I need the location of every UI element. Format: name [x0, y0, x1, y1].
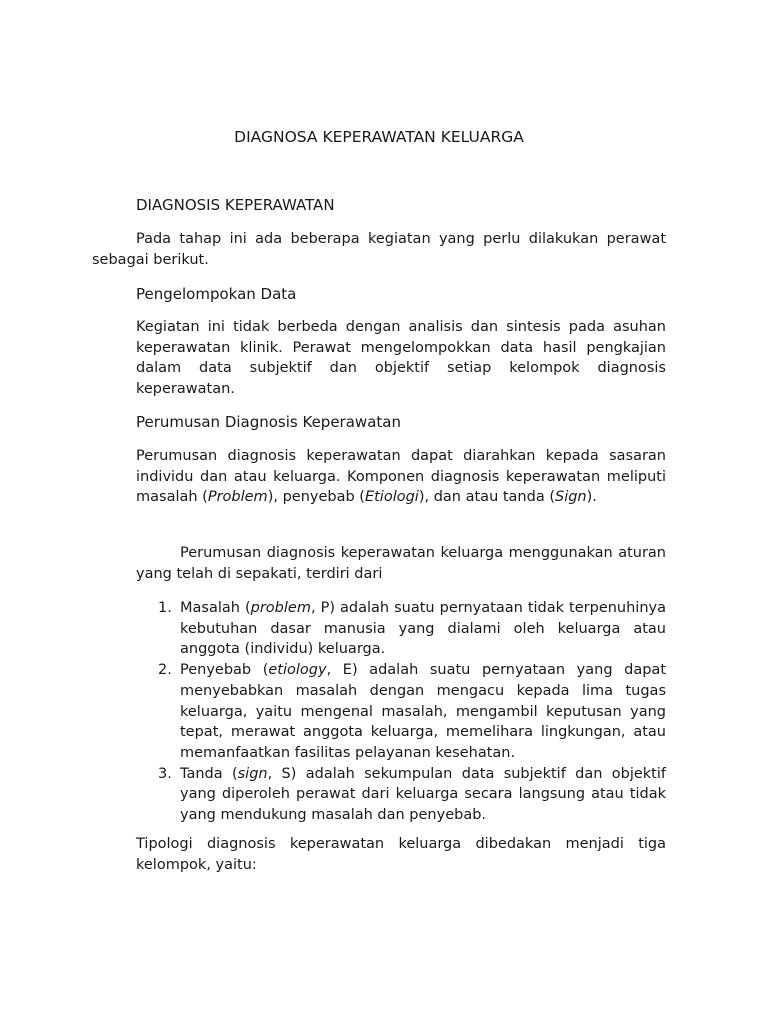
list-item: 2. Penyebab (etiology, E) adalah suatu pernyataan yang dapat menyebabkan masalah dengan mengacu kepada lima tugas keluarga, yaitu mengenal masalah, mengambil keputusan yang tepat, merawat anggota keluarga, memelihara lingkungan, atau memanfaatkan fasilitas pelayanan kesehatan. — [158, 662, 666, 761]
subheading-perumusan: Perumusan Diagnosis Keperawatan — [136, 413, 401, 431]
list-item: 1. Masalah (problem, P) adalah suatu pernyataan tidak terpenuhinya kebutuhan dasar manusia yang dialami oleh keluarga atau anggota (individu) keluarga. — [158, 600, 666, 658]
document-title: DIAGNOSA KEPERAWATAN KELUARGA — [234, 128, 524, 146]
list-item: 3. Tanda (sign, S) adalah sekumpulan data subjektif dan objektif yang diperoleh perawat dari keluarga secara langsung atau tidak yang mendukung masalah dan penyebab. — [158, 765, 666, 824]
pengelompokan-paragraph: Kegiatan ini tidak berbeda dengan analisis dan sintesis pada asuhan keperawatan klinik. Perawat mengelompokkan data hasil pengkajian dalam data subjektif dan objektif setiap kelompok diagnosis keperawatan. — [136, 319, 666, 398]
closing-paragraph: Tipologi diagnosis keperawatan keluarga dibedakan menjadi tiga kelompok, yaitu: — [136, 836, 666, 873]
aturan-paragraph: Perumusan diagnosis keperawatan keluarga menggunakan aturan yang telah di sepakati, terdiri dari — [136, 545, 666, 582]
subheading-pengelompokan: Pengelompokan Data — [136, 285, 297, 303]
intro-paragraph: Pada tahap ini ada beberapa kegiatan yang perlu dilakukan perawat sebagai berikut. — [92, 231, 666, 268]
perumusan-paragraph: Perumusan diagnosis keperawatan dapat diarahkan kepada sasaran individu dan atau keluarga. Komponen diagnosis keperawatan meliputi masalah (Problem), penyebab (Etiologi), dan atau tanda (Sign). — [136, 448, 666, 506]
component-list — [136, 598, 666, 826]
section-heading: DIAGNOSIS KEPERAWATAN — [136, 196, 335, 214]
